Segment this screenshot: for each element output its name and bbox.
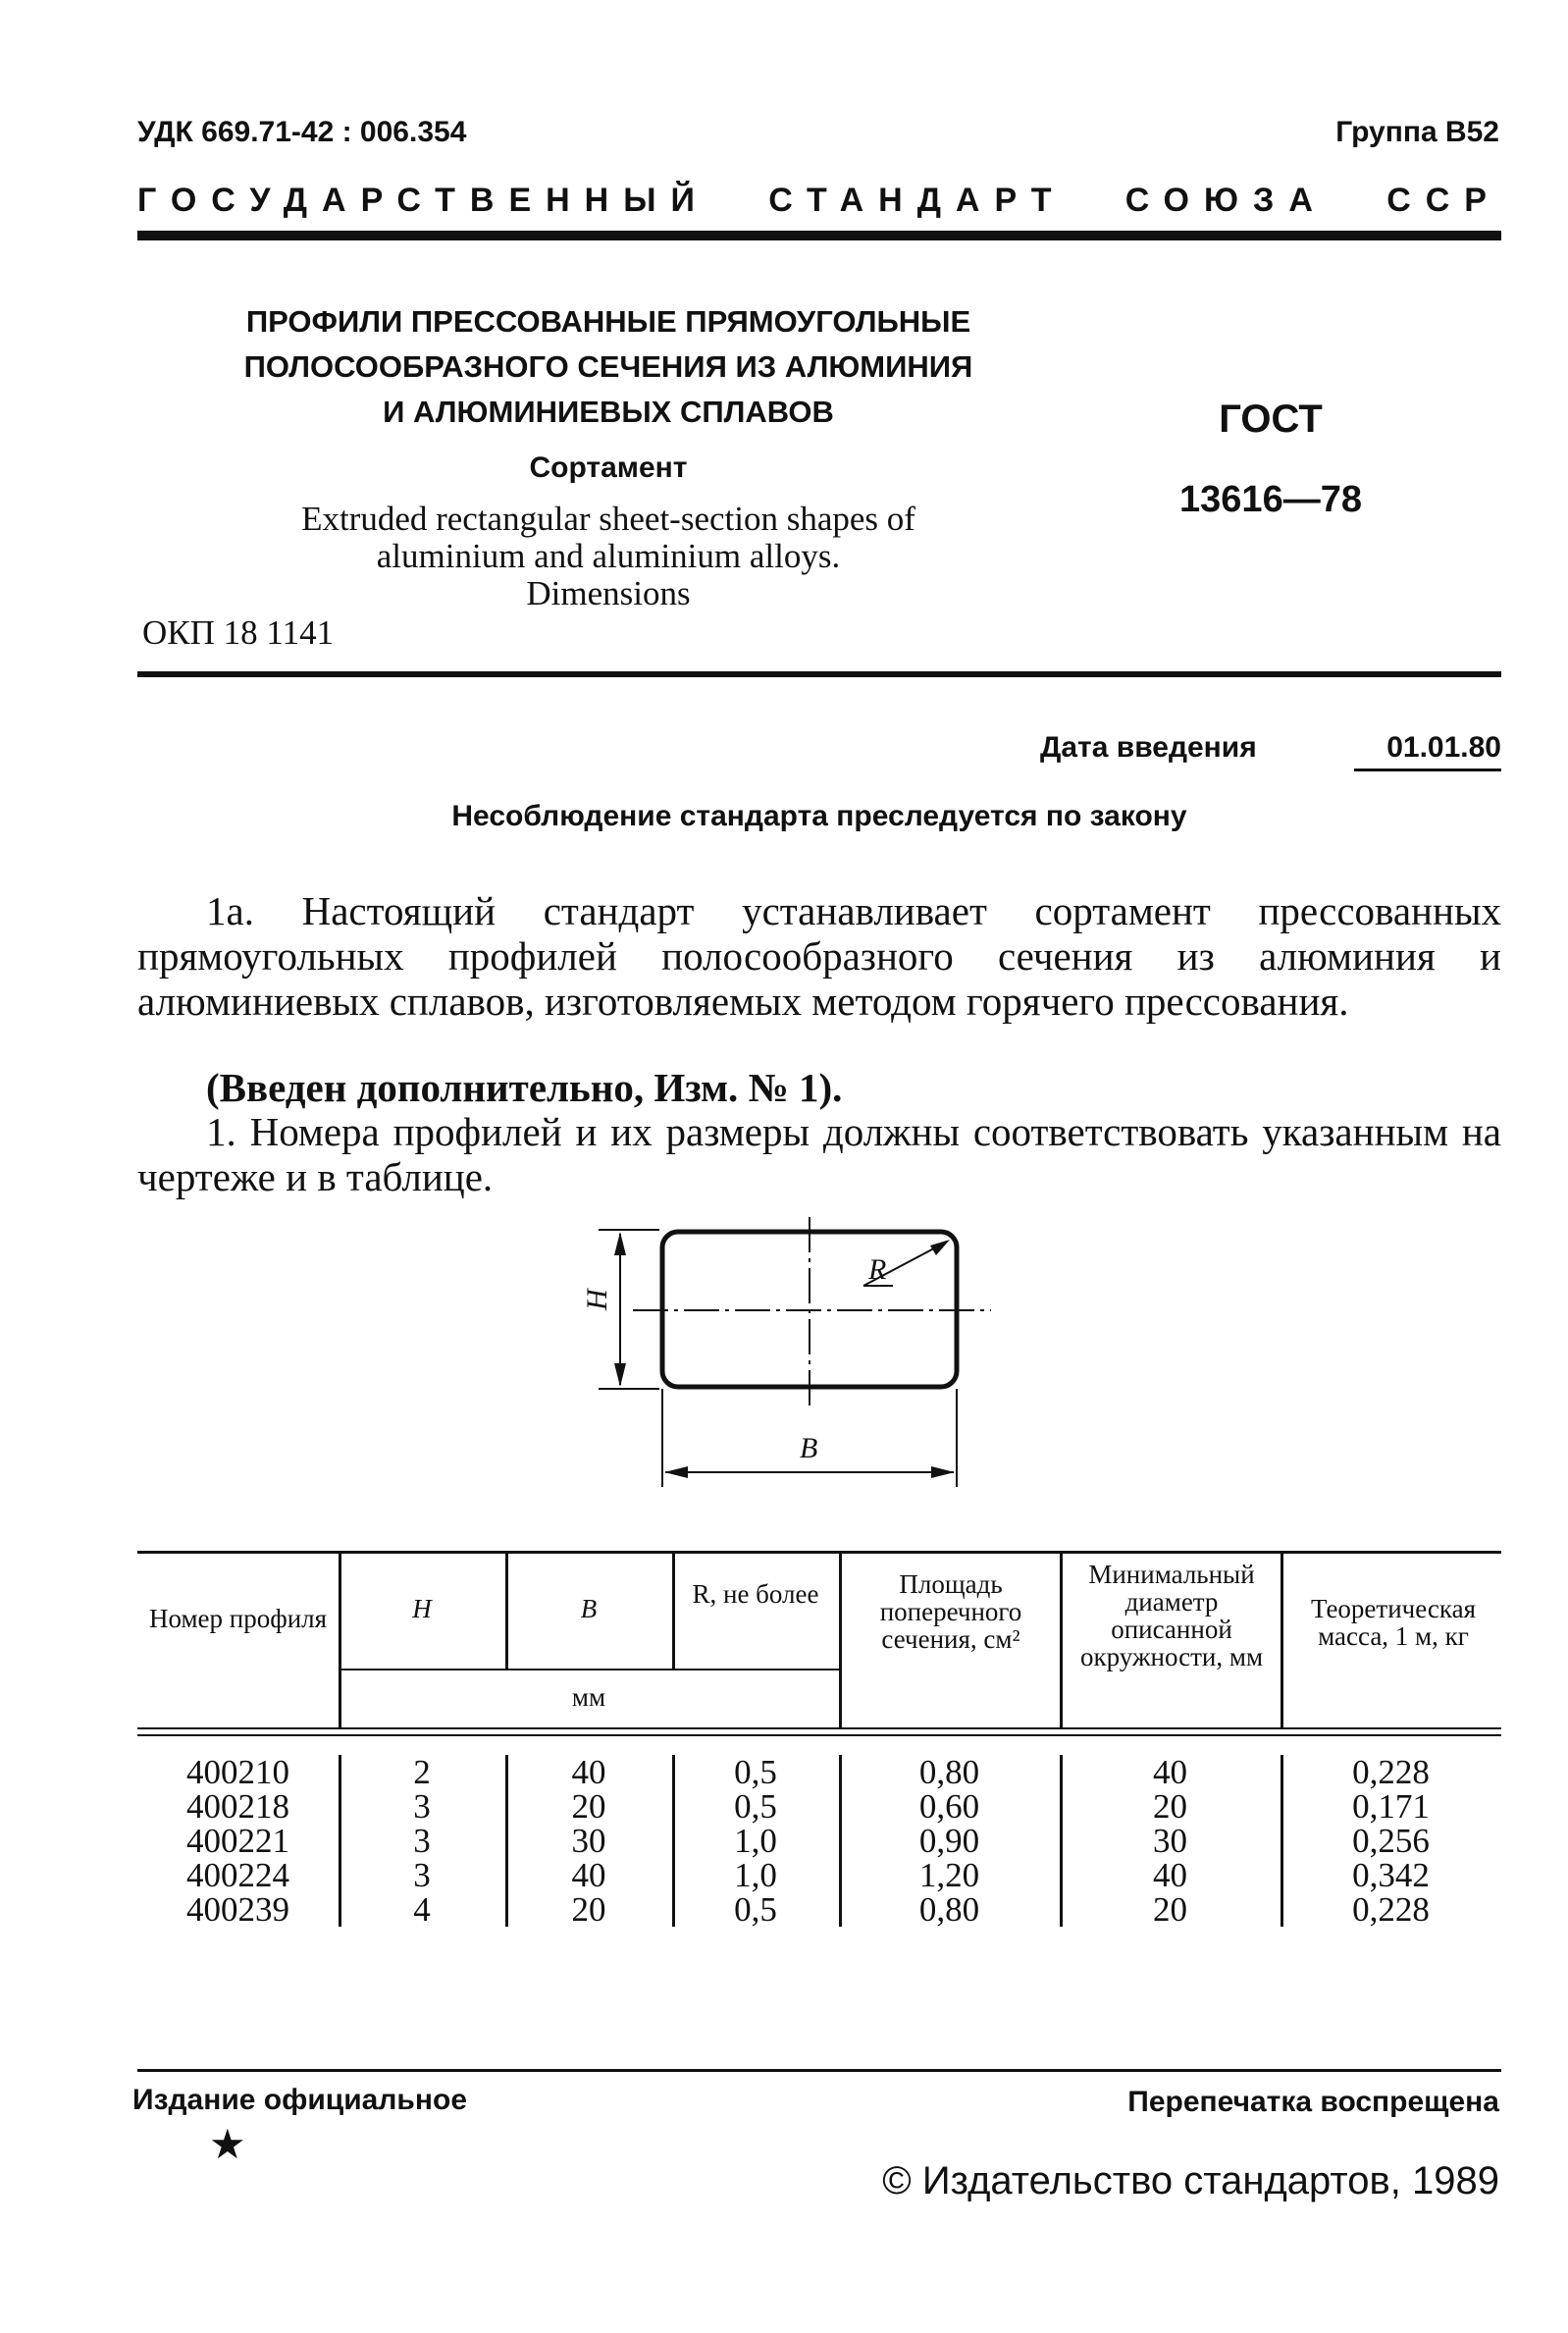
header-b: B — [580, 1594, 598, 1623]
header-area: Площадь поперечного сечения, см² — [879, 1569, 1022, 1654]
title-line-3: И АЛЮМИНИЕВЫХ СПЛАВОВ — [383, 395, 834, 429]
header-mass: Теоретическая масса, 1 м, кг — [1310, 1594, 1476, 1651]
header-number: Номер профиля — [148, 1604, 328, 1633]
title-line-1: ПРОФИЛИ ПРЕССОВАННЫЕ ПРЯМОУГОЛЬНЫЕ — [245, 304, 971, 339]
table-row — [137, 1789, 1501, 1824]
star-icon: ★ — [209, 2120, 246, 2168]
cell-b: 30 — [571, 1822, 606, 1860]
cell-number: 400218 — [186, 1787, 289, 1826]
table-body — [137, 1755, 1501, 1927]
english-line-1: Extruded rectangular sheet-section shapes of — [301, 500, 915, 538]
cell-number: 400239 — [186, 1890, 289, 1929]
state-word-2: СТАНДАРТ — [768, 182, 1067, 219]
cell-mass: 0,228 — [1352, 1890, 1430, 1929]
cell-mass: 0,256 — [1352, 1822, 1430, 1860]
english-line-2: aluminium and aluminium alloys. — [376, 537, 841, 575]
cell-r: 0,5 — [734, 1787, 777, 1826]
document-subtitle: Сортамент — [529, 451, 688, 484]
date-value: 01.01.80 — [1354, 731, 1501, 771]
cell-h: 3 — [413, 1856, 431, 1894]
b-arrow-left — [664, 1466, 688, 1478]
cell-diameter: 40 — [1153, 1856, 1187, 1894]
footer-rule — [137, 2069, 1501, 2072]
state-word-4: ССР — [1386, 182, 1501, 219]
cell-b: 40 — [571, 1753, 606, 1791]
r-label: R — [868, 1253, 887, 1286]
title-line-2: ПОЛОСООБРАЗНОГО СЕЧЕНИЯ ИЗ АЛЮМИНИЯ — [243, 349, 973, 384]
header-unit-mm: мм — [571, 1682, 606, 1712]
table-header — [137, 1551, 1501, 1727]
paragraph-1a: 1а. Настоящий стандарт устанавливает сортамент прессованных прямоугольных профилей полосообразного сечения из алюминия и алюминиевых сплавов, изготовляемых методом горячего прессования. — [137, 888, 1501, 1024]
table-row — [137, 1892, 1501, 1927]
cell-r: 0,5 — [734, 1890, 777, 1929]
cell-area: 0,80 — [918, 1890, 980, 1929]
h-arrow-top — [614, 1232, 626, 1255]
cell-mass: 0,171 — [1352, 1787, 1430, 1826]
cell-mass: 0,228 — [1352, 1753, 1430, 1791]
cell-b: 20 — [571, 1890, 606, 1929]
cell-h: 3 — [413, 1822, 431, 1860]
document-title — [177, 299, 1040, 435]
table-row — [137, 1824, 1501, 1858]
cell-r: 1,0 — [734, 1856, 777, 1894]
state-word-3: СОЮЗА — [1124, 182, 1328, 219]
cell-number: 400221 — [186, 1822, 289, 1860]
publisher-copyright: © Издательство стандартов, 1989 — [882, 2159, 1499, 2202]
cell-b: 40 — [571, 1856, 606, 1894]
udk-code: УДК 669.71-42 : 006.354 — [137, 116, 467, 148]
cell-area: 0,60 — [918, 1787, 980, 1826]
cell-b: 20 — [571, 1787, 606, 1826]
cell-h: 2 — [413, 1753, 431, 1791]
header-diameter: Минимальный диаметр описанной окружности, мм — [1079, 1560, 1264, 1671]
law-notice: Несоблюдение стандарта преследуется по закону — [451, 800, 1187, 832]
profile-drawing — [549, 1212, 1001, 1507]
title-rule — [137, 671, 1501, 677]
cell-number: 400224 — [186, 1856, 289, 1894]
cell-r: 1,0 — [734, 1822, 777, 1860]
okp-code: ОКП 18 1141 — [142, 613, 335, 652]
h-arrow-bottom — [614, 1363, 626, 1387]
paragraph-1: 1. Номера профилей и их размеры должны соответствовать указанным на чертеже и в таблице. — [137, 1109, 1501, 1199]
cell-area: 0,80 — [918, 1753, 980, 1791]
cell-h: 4 — [413, 1890, 431, 1929]
cell-diameter: 30 — [1153, 1822, 1187, 1860]
header-h: H — [412, 1594, 432, 1623]
table-row — [137, 1755, 1501, 1789]
cell-area: 1,20 — [918, 1856, 980, 1894]
english-line-3: Dimensions — [526, 574, 691, 612]
cell-number: 400210 — [186, 1753, 289, 1791]
b-arrow-right — [931, 1466, 955, 1478]
official-edition: Издание официальное — [132, 2084, 468, 2116]
gost-number: 13616—78 — [1179, 479, 1362, 520]
state-standard-heading — [137, 182, 1501, 220]
cell-diameter: 20 — [1153, 1890, 1187, 1929]
gost-label: ГОСТ — [1219, 398, 1323, 441]
cell-h: 3 — [413, 1787, 431, 1826]
reprint-notice: Перепечатка воспрещена — [1127, 2086, 1499, 2118]
group-code: Группа В52 — [1335, 116, 1499, 148]
cell-r: 0,5 — [734, 1753, 777, 1791]
state-word-1: ГОСУДАРСТВЕННЫЙ — [137, 182, 709, 219]
cell-area: 0,90 — [918, 1822, 980, 1860]
table-row — [137, 1858, 1501, 1892]
amendment-note: (Введен дополнительно, Изм. № 1). — [206, 1065, 843, 1110]
cell-diameter: 40 — [1153, 1753, 1187, 1791]
header-r: R, не более — [692, 1579, 819, 1609]
b-label: B — [800, 1432, 818, 1464]
r-arrow — [930, 1240, 950, 1255]
english-title — [196, 501, 1020, 612]
date-label: Дата введения — [1040, 731, 1257, 764]
cell-diameter: 20 — [1153, 1787, 1187, 1826]
header-rule — [137, 231, 1501, 240]
cell-mass: 0,342 — [1352, 1856, 1430, 1894]
h-label: H — [581, 1289, 613, 1310]
